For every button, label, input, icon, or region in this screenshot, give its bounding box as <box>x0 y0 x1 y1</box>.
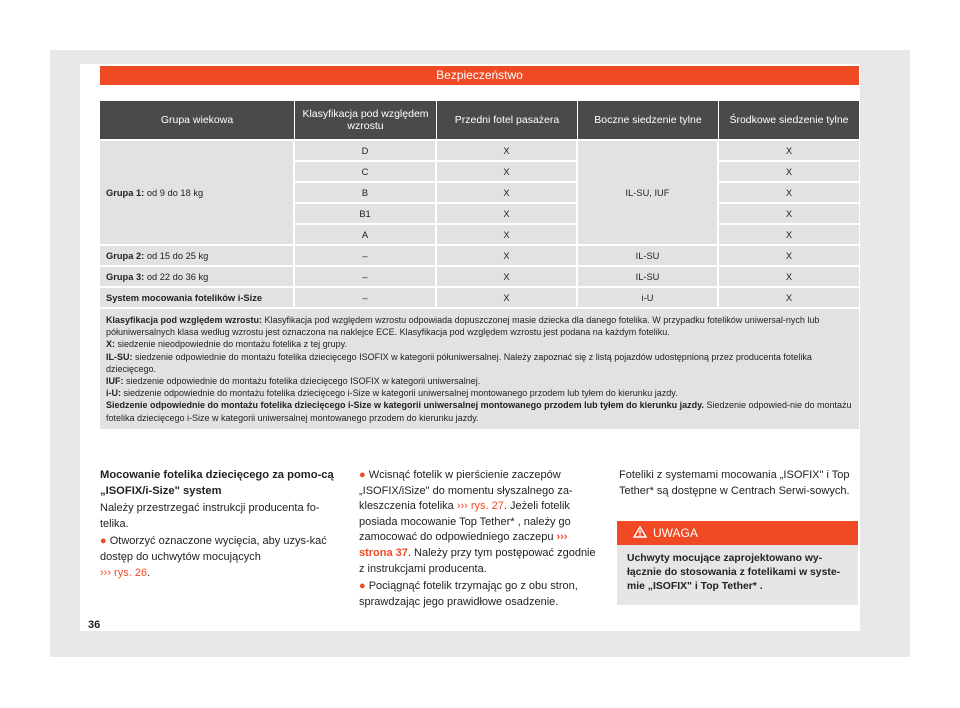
bullet-item: ● Otworzyć oznaczone wycięcia, aby uzys-kać dostęp do uchwytów mocujących ››› rys. 26. <box>100 535 327 579</box>
size-cell: A <box>295 225 437 244</box>
table-row <box>100 288 859 307</box>
section-header: Bezpieczeństwo <box>100 66 859 85</box>
table-notes: Klasyfikacja pod względem wzrostu: Klasyfikacja pod względem wzrostu odpowiada dopuszczonej masie dziecka dla danego fotelika. W przypadku fotelików uniwersal-nych lub półuniwersalnych klasa według wzrostu jest oznaczona na naklejce ECE. Klasyfikacja pod względem wzrostu jest podana na każdym foteliku. X: siedzenie nieodpowiednie do montażu fotelika z tej grupy. IL-SU: siedzenie odpowiednie do montażu fotelika dziecięcego ISOFIX w kategorii półuniwersalnej. Należy zapoznać się z listą pojazdów udostępnioną przez producenta fotelika dziecięcego. IUF: siedzenie odpowiednie do montażu fotelika dziecięcego ISOFIX w kategorii uniwersalnej. i-U: siedzenie odpowiednie do montażu fotelika dziecięcego i-Size w kategorii uniwersalnej montowanego przodem lub tyłem do kierunku jazdy. Siedzenie odpowiednie do montażu fotelika dziecięcego i-Size w kategorii uniwersalnej montowanego przodem lub tyłem do kierunku jazdy. Siedzenie odpowied-nie do montażu fotelika dziecięcego i-Size w kategorii uniwersalnej montowanego przodem do kierunku jazdy. <box>100 309 859 429</box>
center-cell: X <box>719 162 859 181</box>
bullet-icon: ● <box>359 580 366 593</box>
isofix-table <box>100 99 859 431</box>
front-cell: X <box>437 141 578 160</box>
front-cell: X <box>437 204 578 223</box>
table-row <box>100 267 859 286</box>
size-cell: – <box>295 267 437 286</box>
page-number: 36 <box>88 619 101 631</box>
group1-label: Grupa 1: od 9 do 18 kg <box>100 141 295 244</box>
table-notes-row <box>100 309 859 429</box>
size-cell: B1 <box>295 204 437 223</box>
front-cell: X <box>437 162 578 181</box>
col-header-front-seat: Przedni fotel pasażera <box>437 101 578 139</box>
warning-triangle-icon <box>633 526 647 538</box>
column-2 <box>359 468 599 612</box>
page-link[interactable]: ››› strona 37 <box>359 531 568 559</box>
table-row <box>100 246 859 265</box>
paragraph: Należy przestrzegać instrukcji producenta fo-telika. <box>100 502 320 530</box>
column-1 <box>100 468 340 583</box>
bullet-icon: ● <box>100 535 107 548</box>
front-cell: X <box>437 288 578 307</box>
bullet-icon: ● <box>359 469 366 481</box>
center-cell: X <box>719 204 859 223</box>
size-cell: B <box>295 183 437 202</box>
bullet-item: ● Wcisnąć fotelik w pierścienie zaczepów „ISOFIX/iSize" do momentu słyszalnego za-kleszczenia fotelika ››› rys. 27. Jeżeli fotelik posiada mocowanie Top Tether* , należy go zamocować do odpowiedniego zaczepu ››› strona 37. Należy przy tym postępować zgodnie z instrukcjami producenta. <box>359 469 596 575</box>
group3-label: Grupa 3: od 22 do 36 kg <box>100 267 295 286</box>
front-cell: X <box>437 183 578 202</box>
col-header-size-class: Klasyfikacja pod względem wzrostu <box>295 101 437 139</box>
center-cell: X <box>719 225 859 244</box>
center-cell: X <box>719 246 859 265</box>
side-rear-cell: IL-SU <box>578 267 719 286</box>
table-header-row <box>100 101 859 139</box>
center-cell: X <box>719 183 859 202</box>
side-rear-cell: IL-SU <box>578 246 719 265</box>
size-cell: – <box>295 288 437 307</box>
col-header-center-rear: Środkowe siedzenie tylne <box>719 101 859 139</box>
bullet-item: ● Pociągnąć fotelik trzymając go z obu stron, sprawdzając jego prawidłowe osadzenie. <box>359 580 578 608</box>
size-cell: D <box>295 141 437 160</box>
isize-label: System mocowania fotelików i-Size <box>100 288 295 307</box>
col-header-age-group: Grupa wiekowa <box>100 101 295 139</box>
front-cell: X <box>437 225 578 244</box>
warning-header <box>617 521 858 545</box>
size-cell: – <box>295 246 437 265</box>
side-rear-cell: i-U <box>578 288 719 307</box>
front-cell: X <box>437 267 578 286</box>
center-cell: X <box>719 288 859 307</box>
warning-text: Uchwyty mocujące zaprojektowano wy-łącznie do stosowania z fotelikami w syste-mie „ISOFIX" i Top Tether* . <box>627 553 841 592</box>
warning-box <box>617 521 858 605</box>
column-3 <box>619 468 859 501</box>
figure-link[interactable]: ››› rys. 27 <box>456 500 504 513</box>
warning-title: UWAGA <box>653 526 698 540</box>
figure-link[interactable]: ››› rys. 26 <box>100 566 148 579</box>
table-row <box>100 141 859 160</box>
size-cell: C <box>295 162 437 181</box>
col-header-side-rear: Boczne siedzenie tylne <box>578 101 719 139</box>
group2-label: Grupa 2: od 15 do 25 kg <box>100 246 295 265</box>
side-rear-cell: IL-SU, IUF <box>578 141 719 244</box>
center-cell: X <box>719 141 859 160</box>
paragraph: Foteliki z systemami mocowania „ISOFIX" i Top Tether* są dostępne w Centrach Serwi-sowych. <box>619 469 850 497</box>
front-cell: X <box>437 246 578 265</box>
center-cell: X <box>719 267 859 286</box>
section-heading: Mocowanie fotelika dziecięcego za pomo-cą „ISOFIX/i-Size" system <box>100 469 334 497</box>
